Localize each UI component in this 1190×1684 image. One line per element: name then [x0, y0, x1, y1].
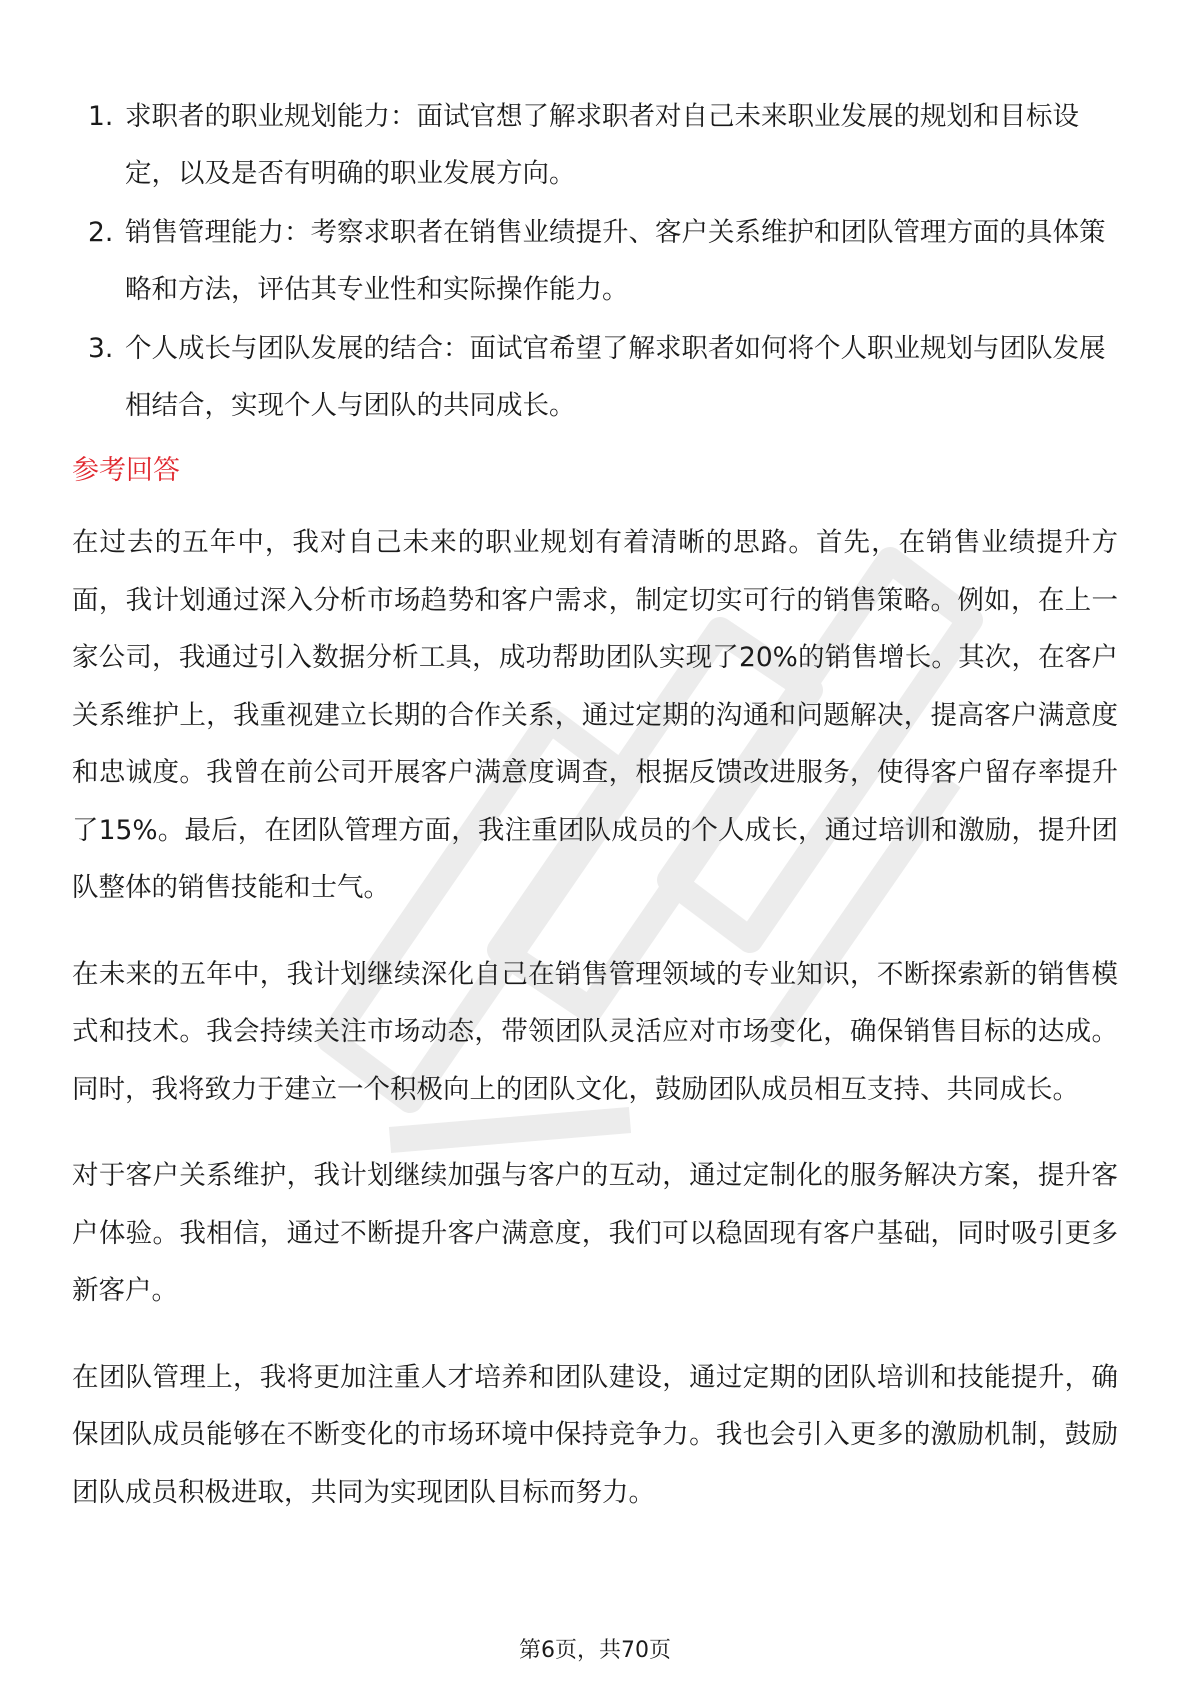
list-item: [72, 320, 1118, 434]
paragraph: 对于客户关系维护，我计划继续加强与客户的互动，通过定制化的服务解决方案，提升客户体验。我相信，通过不断提升客户满意度，我们可以稳固现有客户基础，同时吸引更多新客户。: [72, 1160, 1118, 1306]
list-text: 销售管理能力：考察求职者在销售业绩提升、客户关系维护和团队管理方面的具体策略和方法，评估其专业性和实际操作能力。: [125, 217, 1106, 305]
page-content: [72, 88, 1118, 1550]
list-text: 个人成长与团队发展的结合：面试官希望了解求职者如何将个人职业规划与团队发展相结合，实现个人与团队的共同成长。: [125, 333, 1106, 421]
list-number: 2.: [88, 217, 114, 248]
paragraph: 在未来的五年中，我计划继续深化自己在销售管理领域的专业知识，不断探索新的销售模式和技术。我会持续关注市场动态，带领团队灵活应对市场变化，确保销售目标的达成。同时，我将致力于建立一个积极向上的团队文化，鼓励团队成员相互支持、共同成长。: [72, 958, 1118, 1105]
page-footer: 第6页，共70页: [519, 1638, 671, 1663]
list-number: 1.: [88, 101, 114, 132]
list-text: 求职者的职业规划能力：面试官想了解求职者对自己未来职业发展的规划和目标设定，以及是否有明确的职业发展方向。: [125, 101, 1079, 189]
paragraph: 在团队管理上，我将更加注重人才培养和团队建设，通过定期的团队培训和技能提升，确保团队成员能够在不断变化的市场环境中保持竞争力。我也会引入更多的激励机制，鼓励团队成员积极进取，共同为实现团队目标而努力。: [72, 1361, 1118, 1508]
list-item: [72, 88, 1118, 202]
reason-list: [72, 88, 1118, 434]
paragraph: 在过去的五年中，我对自己未来的职业规划有着清晰的思路。首先，在销售业绩提升方面，我计划通过深入分析市场趋势和客户需求，制定切实可行的销售策略。例如，在上一家公司，我通过引入数据分析工具，成功帮助团队实现了20%的销售增长。其次，在客户关系维护上，我重视建立长期的合作关系，通过定期的沟通和问题解决，提高客户满意度和忠诚度。我曾在前公司开展客户满意度调查，根据反馈改进服务，使得客户留存率提升了15%。最后，在团队管理方面，我注重团队成员的个人成长，通过培训和激励，提升团队整体的销售技能和士气。: [72, 527, 1118, 903]
list-item: [72, 204, 1118, 318]
section-title: 参考回答: [72, 455, 180, 486]
list-number: 3.: [88, 333, 114, 364]
